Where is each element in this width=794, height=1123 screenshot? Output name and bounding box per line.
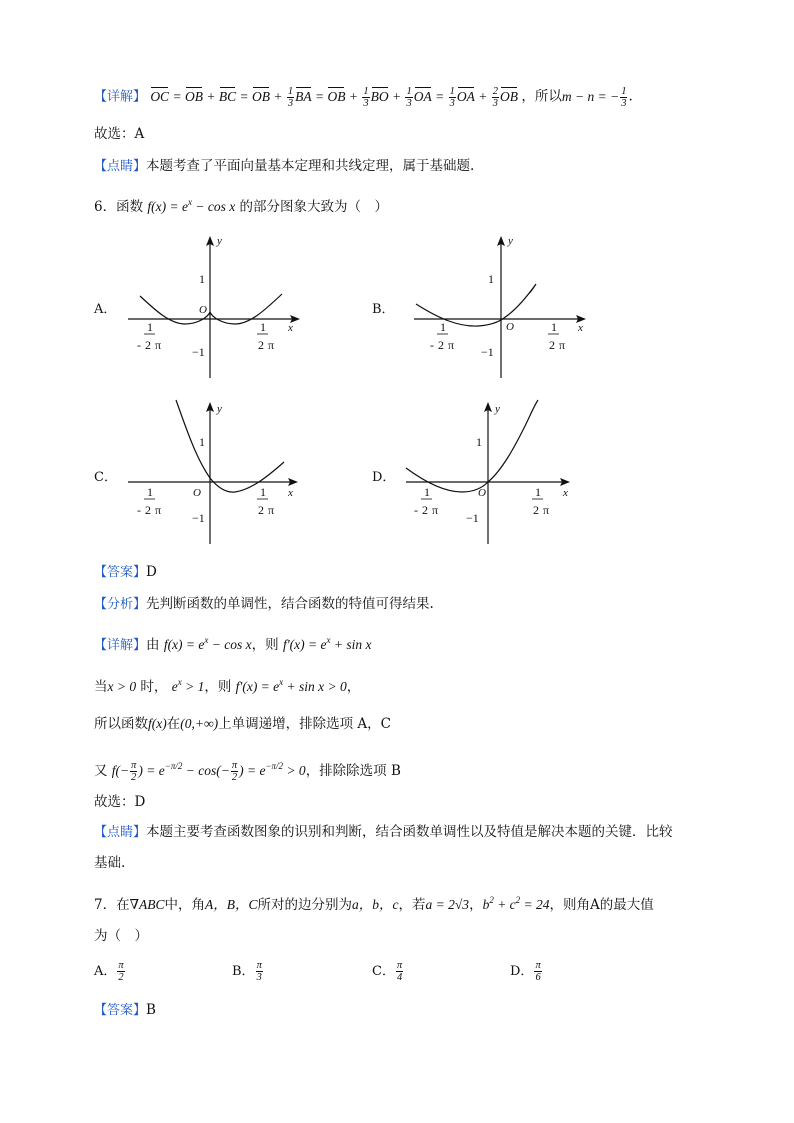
q6-comment-1: 本题主要考查函数图象的识别和判断，结合函数单调性以及特值是解决本题的关键．比较 <box>146 824 673 840</box>
answer-tag: 【答案】 <box>94 1003 147 1018</box>
half-num: 1 <box>535 485 541 499</box>
q6-answer-line <box>94 562 157 583</box>
half-den: 2 <box>258 338 264 352</box>
choice-frac: $\frac{\pi}{2}$ <box>118 960 124 983</box>
half-pi: π <box>268 338 275 352</box>
q7-stem-1 <box>94 890 654 915</box>
x-label: x <box>288 322 293 334</box>
tick-one: 1 <box>488 272 494 286</box>
option-a-label: A． <box>94 302 117 317</box>
tick-one: 1 <box>199 272 205 286</box>
q6-answer: D <box>146 564 157 580</box>
tick-neg-one: −1 <box>192 345 205 359</box>
text: ，则 <box>204 679 232 695</box>
half-num: 1 <box>260 320 266 334</box>
neg-pi: π <box>155 503 162 517</box>
triangle: ∇ABC <box>129 897 165 912</box>
neg-pi: π <box>432 503 439 517</box>
half-den: 2 <box>258 503 264 517</box>
q6-stem <box>94 192 388 217</box>
text: ，则角A的最大值 <box>549 897 654 913</box>
q5-choose: 故选：A <box>94 126 145 142</box>
text: ，则 <box>251 637 279 653</box>
neg-pi: π <box>448 338 455 352</box>
function-curve <box>406 400 538 492</box>
tick-neg-one: −1 <box>466 511 479 525</box>
detail-tag: 【详解】 <box>94 89 147 105</box>
q6-detail-4 <box>94 756 401 783</box>
y-label: y <box>508 235 513 247</box>
choice-label: A． <box>94 964 117 979</box>
q5-vector-equation: OC = OB + BC = OB + $\frac{1}{3}$ BA = OB + $\frac{1}{3}$ BO + $\frac{1}{3}$ OA = $\frac{1}{3}$ OA + $\frac{2}{3}$ OB <box>150 86 518 109</box>
tick-one: 1 <box>476 435 482 449</box>
half-num: 1 <box>260 485 266 499</box>
text: 所以函数 <box>94 716 148 732</box>
text: ，排除除选项 B <box>305 763 401 779</box>
cond: x > 0 <box>107 679 137 694</box>
half-pi: π <box>543 503 550 517</box>
q6-detail-1 <box>94 630 371 656</box>
comment-tag: 【点睛】 <box>94 159 147 174</box>
q7-stem-2: 为（ ） <box>94 928 148 944</box>
half-den: 2 <box>533 503 539 517</box>
x-label: x <box>288 487 293 499</box>
neg-sign: - <box>137 338 141 352</box>
option-b-label: B． <box>372 302 395 317</box>
neg-half-num: 1 <box>147 320 153 334</box>
y-label: y <box>217 235 222 247</box>
neg-half-num: 1 <box>440 320 446 334</box>
interval: (0,+∞) <box>180 716 219 731</box>
neg-half-num: 1 <box>424 485 430 499</box>
func-deriv: $f'(x) = e^x + \sin x$ <box>282 635 372 652</box>
x-label: x <box>578 322 583 334</box>
ex-gt-1: $e^x > 1$ <box>171 677 205 694</box>
origin-label: O <box>199 304 207 316</box>
q5-detail-line: 【详解】 OC = OB + BC = OB + $\frac{1}{3}$ BA = OB + $\frac{1}{3}$ BO + $\frac{1}{3}$ OA = $\frac{1}{3}$ OA + $\frac{2}{3}$ OB ，所以m − n = − $\frac{1}{3}$ . <box>94 86 633 109</box>
q6-comment-2: 基础. <box>94 855 126 871</box>
option-c-label: C． <box>94 470 117 485</box>
q5-comment: 本题考查了平面向量基本定理和共线定理，属于基础题. <box>146 158 475 174</box>
graph-d <box>400 398 590 548</box>
half-pi: π <box>268 503 275 517</box>
detail-tag: 【详解】 <box>94 638 147 653</box>
neg-half-den: 2 <box>422 503 428 517</box>
half-num: 1 <box>551 320 557 334</box>
cond-bc: $b^2 + c^2 = 24$ <box>482 895 550 912</box>
q7-answer: B <box>146 1002 156 1018</box>
tick-one: 1 <box>199 435 205 449</box>
q6-detail-3 <box>94 714 391 734</box>
special-value: f(− $\frac{\pi}{2}$ ) = $e^{-\pi/2} - \cos(-$ $\frac{\pi}{2}$ ) = $e^{-\pi/2} > 0$ <box>111 760 306 784</box>
text: 7．在 <box>94 897 130 913</box>
graph-c <box>120 398 310 548</box>
choice-label: B． <box>232 964 255 979</box>
neg-half-den: 2 <box>438 338 444 352</box>
origin-label: O <box>193 487 201 499</box>
cond-a: a = 2√3 <box>425 897 470 912</box>
q6-analysis-line <box>94 594 434 615</box>
func: f(x) <box>148 716 167 731</box>
choice-label: D． <box>510 964 534 979</box>
func-def: $f(x) = e^x - \cos x$ <box>163 635 252 652</box>
answer-tag: 【答案】 <box>94 565 147 580</box>
text: 上单调递增，排除选项 A，C <box>218 716 391 732</box>
q7-choice-a <box>94 960 126 983</box>
deriv-positive: $f'(x) = e^x + \sin x > 0$ <box>235 677 347 694</box>
text: 中，角 <box>164 897 206 913</box>
q6-analysis: 先判断函数的单调性，结合函数的特值可得结果. <box>146 596 434 612</box>
neg-half-den: 2 <box>145 503 151 517</box>
sides: a，b，c <box>352 897 399 912</box>
choice-frac: $\frac{\pi}{6}$ <box>535 960 541 983</box>
text: 在 <box>166 716 181 732</box>
analysis-tag: 【分析】 <box>94 597 147 612</box>
neg-sign: - <box>430 338 434 352</box>
half-pi: π <box>559 338 566 352</box>
q5-detail-suffix: ，所以 <box>521 88 562 105</box>
text: ， <box>346 679 361 695</box>
q7-answer-line <box>94 1000 156 1021</box>
comment-tag: 【点睛】 <box>94 825 147 840</box>
text: 当 <box>94 679 108 695</box>
q5-comment-line <box>94 156 474 177</box>
choice-frac: $\frac{\pi}{3}$ <box>256 960 262 983</box>
function-curve <box>416 284 536 326</box>
text: ， <box>469 897 483 913</box>
neg-half-num: 1 <box>147 485 153 499</box>
tick-neg-one: −1 <box>481 345 494 359</box>
neg-half-den: 2 <box>145 338 151 352</box>
neg-sign: - <box>414 503 418 517</box>
q5-result: m − n = − $\frac{1}{3}$ <box>561 86 627 109</box>
choice-frac: $\frac{\pi}{4}$ <box>396 960 403 983</box>
angles: A，B，C <box>205 897 258 912</box>
option-d-label: D． <box>372 470 396 485</box>
q6-detail-2 <box>94 672 360 697</box>
x-label: x <box>563 487 568 499</box>
y-label: y <box>495 403 500 415</box>
q7-choice-d <box>510 960 543 983</box>
half-den: 2 <box>549 338 555 352</box>
q6-choose: 故选：D <box>94 794 146 810</box>
origin-label: O <box>506 321 514 333</box>
y-label: y <box>217 403 222 415</box>
neg-sign: - <box>137 503 141 517</box>
q6-stem-prefix: 6．函数 <box>94 199 144 215</box>
graph-a <box>120 232 310 382</box>
q6-stem-suffix: 的部分图象大致为（ ） <box>239 199 389 215</box>
q7-choice-b <box>232 960 264 983</box>
function-curve <box>176 400 284 492</box>
q7-choice-c <box>372 960 404 983</box>
text: 又 <box>94 763 108 779</box>
text: 由 <box>146 637 160 653</box>
text: 所对的边分别为 <box>257 897 353 913</box>
choice-label: C． <box>372 964 395 979</box>
neg-pi: π <box>155 338 162 352</box>
text: ，若 <box>398 897 426 913</box>
text: 时， <box>136 679 168 695</box>
graph-b <box>408 232 608 382</box>
q6-stem-func: $f(x) = e^x - \cos x$ <box>147 197 236 214</box>
q6-comment-line <box>94 822 673 843</box>
tick-neg-one: −1 <box>192 511 205 525</box>
origin-label: O <box>478 487 486 499</box>
